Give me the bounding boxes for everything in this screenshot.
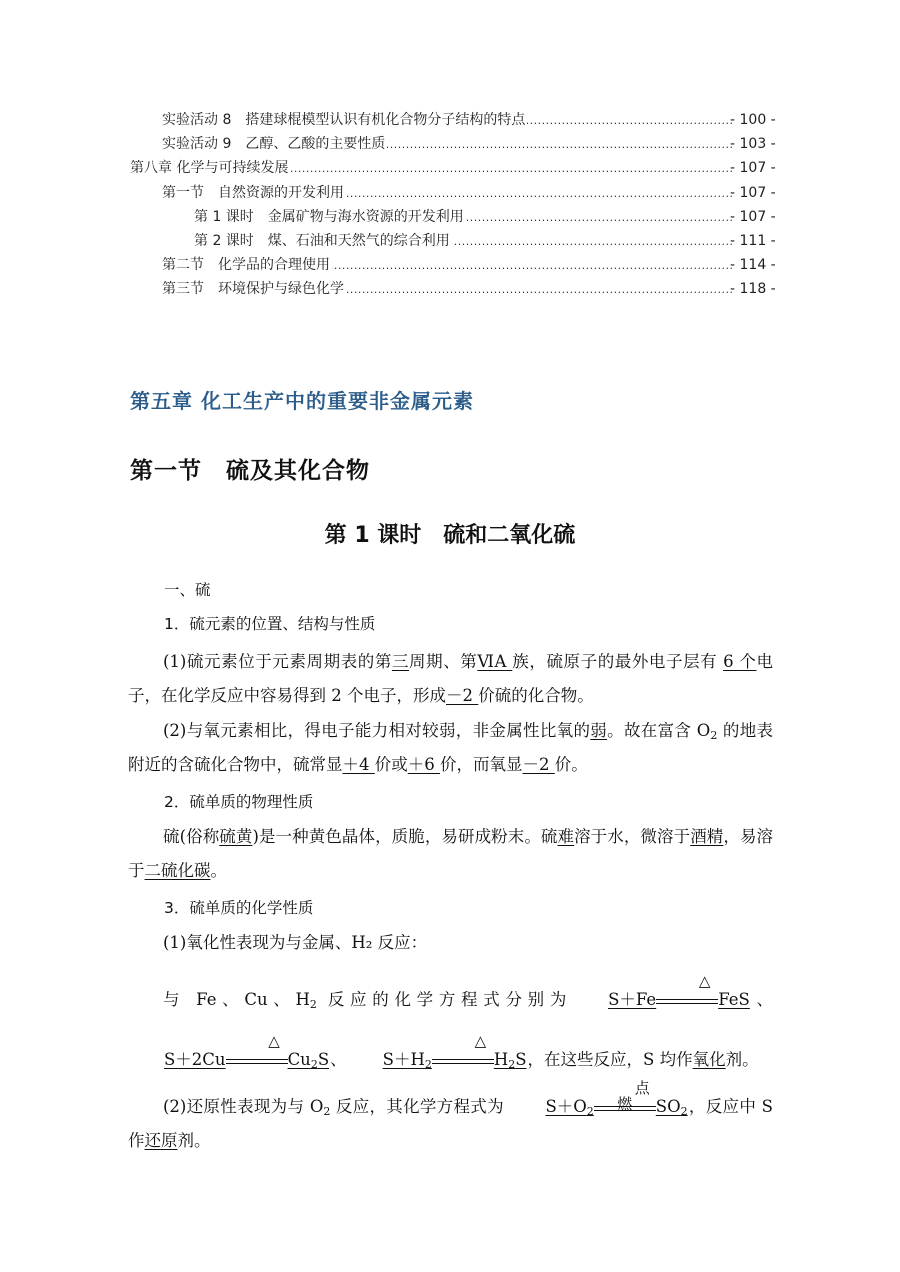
paragraph-position: (1)硫元素位于元素周期表的第三周期、第ⅥA 族，硫原子的最外电子层有 6 个电子，在化学反应中容易得到 2 个电子，形成－2 价硫的化合物。 [128, 652, 773, 705]
toc-entry-title: 第 1 课时 金属矿物与海水资源的开发利用 [194, 205, 466, 229]
paragraph-equations: 与 Fe、Cu、$H_2$ 反应的化学方程式分别为 S＋Fe △ FeS、S＋2Cu △ $Cu_2S$、 $S+H_2$ △ $H_2S$，在这些反应，S 均作氧化剂。 [128, 970, 773, 1090]
paragraph-electronegativity: (2)与氧元素相比，得电子能力相对较弱，非金属性比氧的弱。故在富含 $O_2$ 的地表附近的含硫化合物中，硫常显＋4 价或＋6 价，而氧显－2 价。 [128, 721, 774, 774]
toc-entry[interactable] [0, 132, 900, 156]
toc-entry[interactable] [0, 108, 900, 132]
toc-page-number: - 103 - [730, 136, 776, 153]
toc-page-number: - 114 - [730, 257, 776, 274]
toc-entry-title: 第 2 课时 煤、石油和天然气的综合利用 [194, 229, 452, 253]
reaction-arrow: △ [656, 993, 718, 1009]
toc-entry-title: 第一节 自然资源的开发利用 [162, 181, 346, 205]
paragraph-reducing: (2)还原性表现为与 $O_2$ 反应，其化学方程式为 $S+O_2$ 点燃 $SO_2$，反应中 S 作还原剂。 [128, 1078, 773, 1150]
paragraph-physical: 硫(俗称硫黄)是一种黄色晶体，质脆，易研成粉末。硫难溶于水，微溶于酒精，易溶于二硫化碳。 [128, 827, 774, 880]
toc-entry-title: 第八章 化学与可持续发展 [130, 156, 290, 180]
subheading-position-structure: 1．硫元素的位置、结构与性质 [164, 615, 376, 633]
toc-entry[interactable] [0, 156, 900, 180]
toc-entry-title: 实验活动 8 搭建球棍模型认识有机化合物分子结构的特点 [162, 108, 527, 132]
toc-page-number: - 100 - [730, 112, 776, 128]
toc-entry-title: 第三节 环境保护与绿色化学 [162, 277, 346, 301]
toc-page-number: - 118 - [730, 281, 776, 298]
reaction-arrow: △ [432, 1053, 494, 1069]
chapter-title: 第五章 化工生产中的重要非金属元素 [130, 389, 474, 413]
lesson-title: 第 1 课时 硫和二氧化硫 [324, 523, 576, 548]
equation-s-fe: S＋Fe △ FeS [608, 971, 750, 1009]
toc-entry[interactable] [0, 277, 900, 301]
paragraph-oxidizing: (1)氧化性表现为与金属、H₂ 反应： [163, 933, 428, 952]
heading-sulfur: 一、硫 [164, 581, 211, 599]
section-title: 第一节 硫及其化合物 [130, 458, 370, 484]
toc-entry[interactable] [0, 229, 900, 253]
equation-s-cu: S＋2Cu △ $Cu_2S$ [164, 1031, 330, 1071]
toc-page-number: - 107 - [730, 208, 776, 225]
table-of-contents [0, 108, 900, 302]
toc-entry[interactable] [0, 253, 900, 277]
equation-s-o2: $S+O_2$ 点燃 $SO_2$ [545, 1078, 688, 1118]
reaction-arrow: △ [226, 1053, 288, 1069]
toc-page-number: - 107 - [730, 160, 776, 177]
toc-entry[interactable] [0, 181, 900, 205]
toc-entry[interactable] [0, 205, 900, 229]
toc-entry-title: 实验活动 9 乙醇、乙酸的主要性质 [162, 132, 387, 156]
toc-page-number: - 107 - [730, 184, 776, 201]
equation-s-h2: $S+H_2$ △ $H_2S$ [382, 1031, 527, 1071]
toc-entry-title: 第二节 化学品的合理使用 [162, 253, 332, 277]
toc-page-number: - 111 - [730, 232, 776, 249]
reaction-arrow: 点燃 [594, 1100, 656, 1116]
subheading-chemical-properties: 3．硫单质的化学性质 [164, 899, 314, 917]
subheading-physical-properties: 2．硫单质的物理性质 [164, 793, 314, 811]
